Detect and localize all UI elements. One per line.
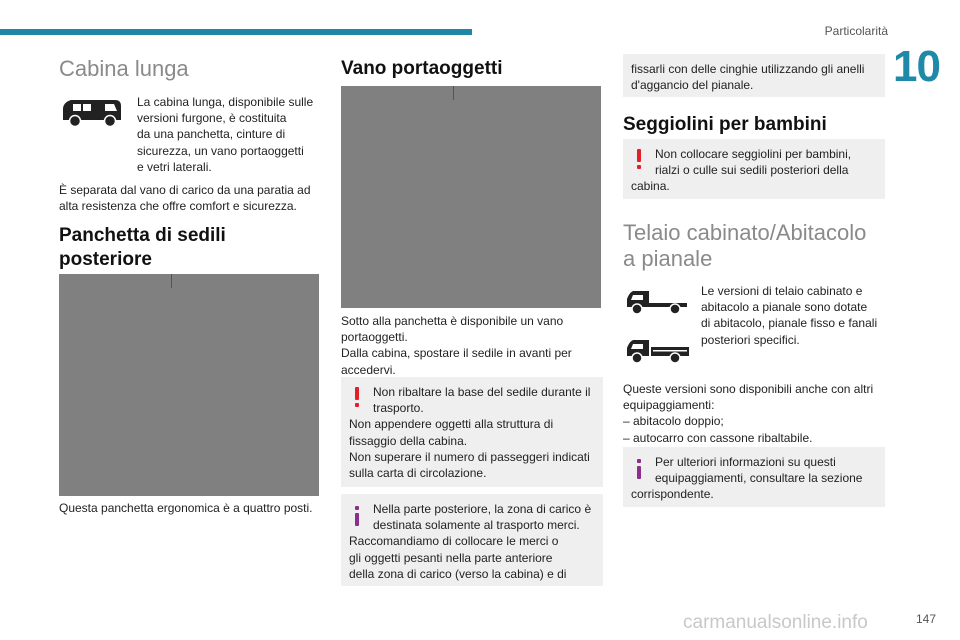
list-item: – abitacolo doppio;	[623, 414, 724, 429]
van-icon	[59, 96, 125, 135]
header-accent-bar	[0, 29, 472, 35]
equipment-paragraph	[623, 381, 885, 446]
para-line: Queste versioni sono disponibili anche con altri	[623, 382, 874, 396]
intro-paragraph	[137, 94, 323, 175]
equipment-info-note	[623, 447, 885, 507]
note-line: corrispondente.	[631, 487, 714, 502]
para-line: equipaggiamenti:	[623, 398, 715, 413]
info-icon	[349, 501, 373, 533]
note-line: Nella parte posteriore, la zona di carico è	[373, 502, 592, 516]
photo-marker	[453, 86, 454, 100]
heading-line: posteriore	[59, 249, 152, 270]
chassis-paragraph	[701, 283, 887, 348]
para-line: alta resistenza che offre comfort e sicurezza.	[59, 199, 297, 214]
heading-cabina-lunga: Cabina lunga	[59, 56, 189, 81]
storage-photo	[341, 86, 601, 308]
note-line: Raccomandiamo di collocare le merci o	[349, 534, 559, 549]
note-line: Non appendere oggetti alla struttura di	[349, 417, 554, 432]
note-line: Non superare il numero di passeggeri indicati	[349, 449, 590, 464]
note-line: destinata solamente al trasporto merci.	[373, 518, 580, 533]
section-title: Particolarità	[824, 24, 888, 38]
chapter-number: 10	[893, 42, 940, 91]
para-line: portaoggetti.	[341, 330, 408, 345]
heading-line: a pianale	[623, 246, 713, 271]
heading-seggiolini: Seggiolini per bambini	[623, 114, 827, 135]
heading-line: Panchetta di sedili	[59, 225, 226, 246]
para-line: accedervi.	[341, 362, 396, 377]
note-line: della zona di carico (verso la cabina) e di	[349, 566, 567, 581]
note-line: fissarli con delle cinghie utilizzando gli anelli	[631, 62, 865, 76]
storage-paragraph	[341, 313, 603, 378]
heading-telaio	[623, 220, 866, 272]
para-line: Dalla cabina, spostare il sedile in avanti per	[341, 346, 572, 361]
intro-line: versioni furgone, è costituita	[137, 111, 287, 126]
note-line: gli oggetti pesanti nella parte anteriore	[349, 550, 553, 565]
heading-vano-portaoggetti: Vano portaoggetti	[341, 58, 503, 79]
intro-line: e vetri laterali.	[137, 159, 212, 174]
bench-photo	[59, 274, 319, 496]
separation-paragraph	[59, 182, 321, 214]
note-line: Non collocare seggiolini per bambini,	[655, 147, 852, 161]
note-line: sulla carta di circolazione.	[349, 466, 487, 481]
note-line: Non ribaltare la base del sedile durante il	[373, 385, 591, 399]
para-line: posteriori specifici.	[701, 332, 800, 347]
seats-warning-note	[623, 139, 885, 199]
intro-line: sicurezza, un vano portaoggetti	[137, 143, 304, 158]
warning-icon	[631, 146, 655, 178]
para-line: Sotto alla panchetta è disponibile un vano	[341, 314, 564, 328]
para-line: di abitacolo, pianale fisso e fanali	[701, 316, 878, 331]
note-line: d'aggancio del pianale.	[631, 78, 754, 93]
continued-note	[623, 54, 885, 97]
bench-caption: Questa panchetta ergonomica è a quattro posti.	[59, 501, 313, 515]
intro-line: da una panchetta, cinture di	[137, 127, 286, 142]
watermark: carmanualsonline.info	[683, 612, 868, 633]
photo-marker	[171, 274, 172, 288]
note-line: Per ulteriori informazioni su questi	[655, 455, 836, 469]
info-icon	[631, 454, 655, 486]
note-line: fissaggio della cabina.	[349, 433, 468, 448]
heading-panchetta	[59, 224, 226, 272]
list-item: – autocarro con cassone ribaltabile.	[623, 430, 813, 445]
page-number: 147	[915, 612, 936, 626]
intro-line: La cabina lunga, disponibile sulle	[137, 95, 314, 109]
para-line: È separata dal vano di carico da una paratia ad	[59, 183, 311, 197]
para-line: Le versioni di telaio cabinato e	[701, 284, 863, 298]
warning-note	[341, 377, 603, 487]
heading-line: Telaio cabinato/Abitacolo	[623, 220, 867, 245]
info-note	[341, 494, 603, 586]
note-line: cabina.	[631, 179, 670, 194]
note-line: trasporto.	[373, 401, 424, 416]
note-line: equipaggiamenti, consultare la sezione	[655, 471, 863, 486]
chassis-cab-icon	[623, 285, 691, 324]
platform-cab-icon	[623, 334, 691, 373]
note-line: rialzi o culle sui sedili posteriori della	[655, 163, 849, 178]
para-line: abitacolo a pianale sono dotate	[701, 300, 868, 315]
warning-icon	[349, 384, 373, 416]
